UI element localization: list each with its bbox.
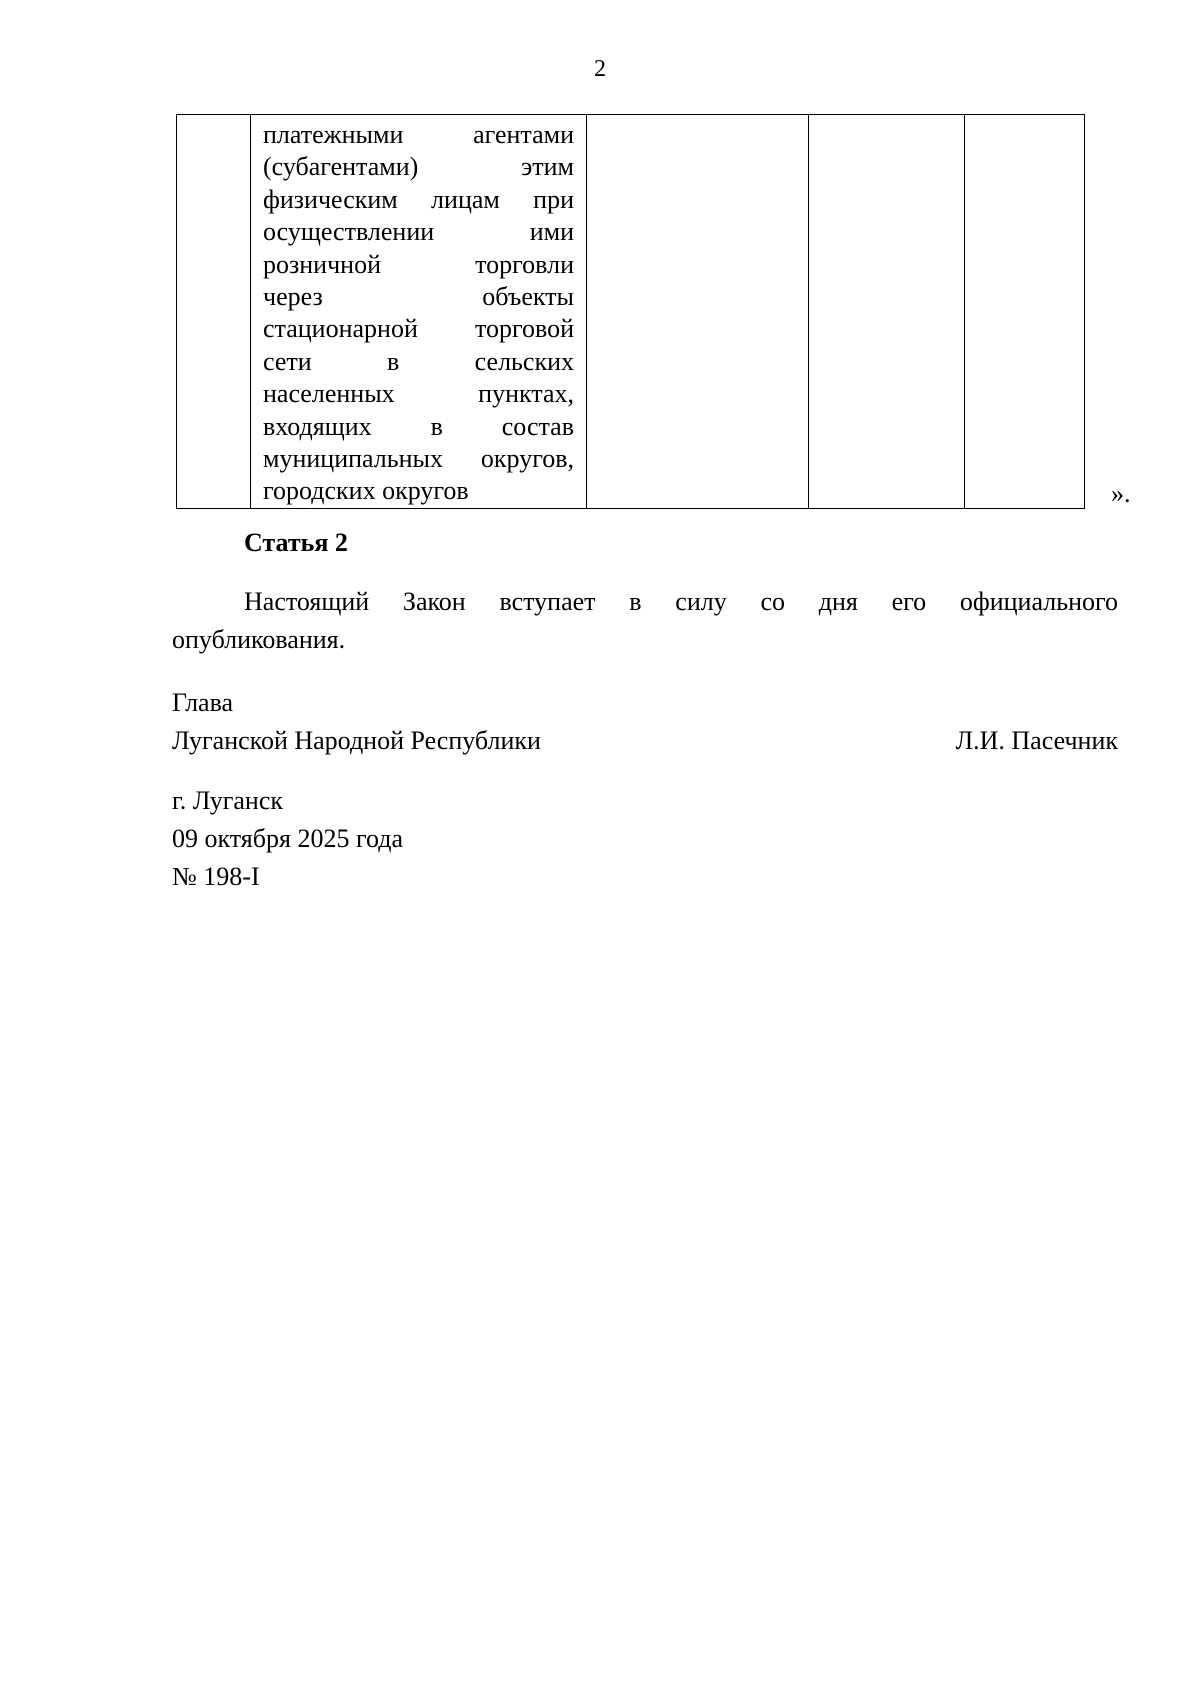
description-line: розничной торговли	[263, 249, 574, 279]
signatory-position: Глава	[172, 688, 234, 717]
article-text-line: Настоящий Закон вступает в силу со дня его официального	[244, 587, 1118, 616]
description-line: (субагентами) этим	[263, 152, 574, 182]
signatory-position: Луганской Народной Республики	[172, 726, 541, 755]
description-line: сети в сельских	[263, 346, 574, 376]
description-line: городских округов	[263, 476, 469, 506]
document-number: № 198-I	[172, 862, 260, 891]
document-footer	[172, 782, 403, 896]
table-cell-3	[587, 115, 809, 509]
closing-quote: ».	[1111, 479, 1131, 508]
article-text	[172, 583, 1118, 659]
description-line: стационарной торговой	[263, 314, 574, 344]
document-date: 09 октября 2025 года	[172, 824, 403, 853]
signatory-name: Л.И. Пасечник	[955, 726, 1118, 755]
signature-block	[172, 684, 1118, 760]
table-cell-4	[809, 115, 965, 509]
description-line: физическим лицам при	[263, 184, 574, 214]
page-number: 2	[594, 56, 606, 82]
description-text	[251, 115, 586, 508]
description-line: через объекты	[263, 282, 574, 312]
description-line: населенных пунктах,	[263, 379, 574, 409]
law-table	[176, 114, 1085, 509]
table-cell-5	[965, 115, 1085, 509]
description-line: входящих в состав	[263, 411, 574, 441]
document-place: г. Луганск	[172, 786, 284, 815]
table-row	[177, 115, 1085, 509]
table-cell-description	[251, 115, 587, 509]
description-line: муниципальных округов,	[263, 444, 574, 474]
description-line: осуществлении ими	[263, 217, 574, 247]
table-cell-number	[177, 115, 251, 509]
description-line: платежными агентами	[263, 120, 574, 149]
article-text-line: опубликования.	[172, 625, 346, 654]
article-title: Статья 2	[244, 528, 348, 557]
